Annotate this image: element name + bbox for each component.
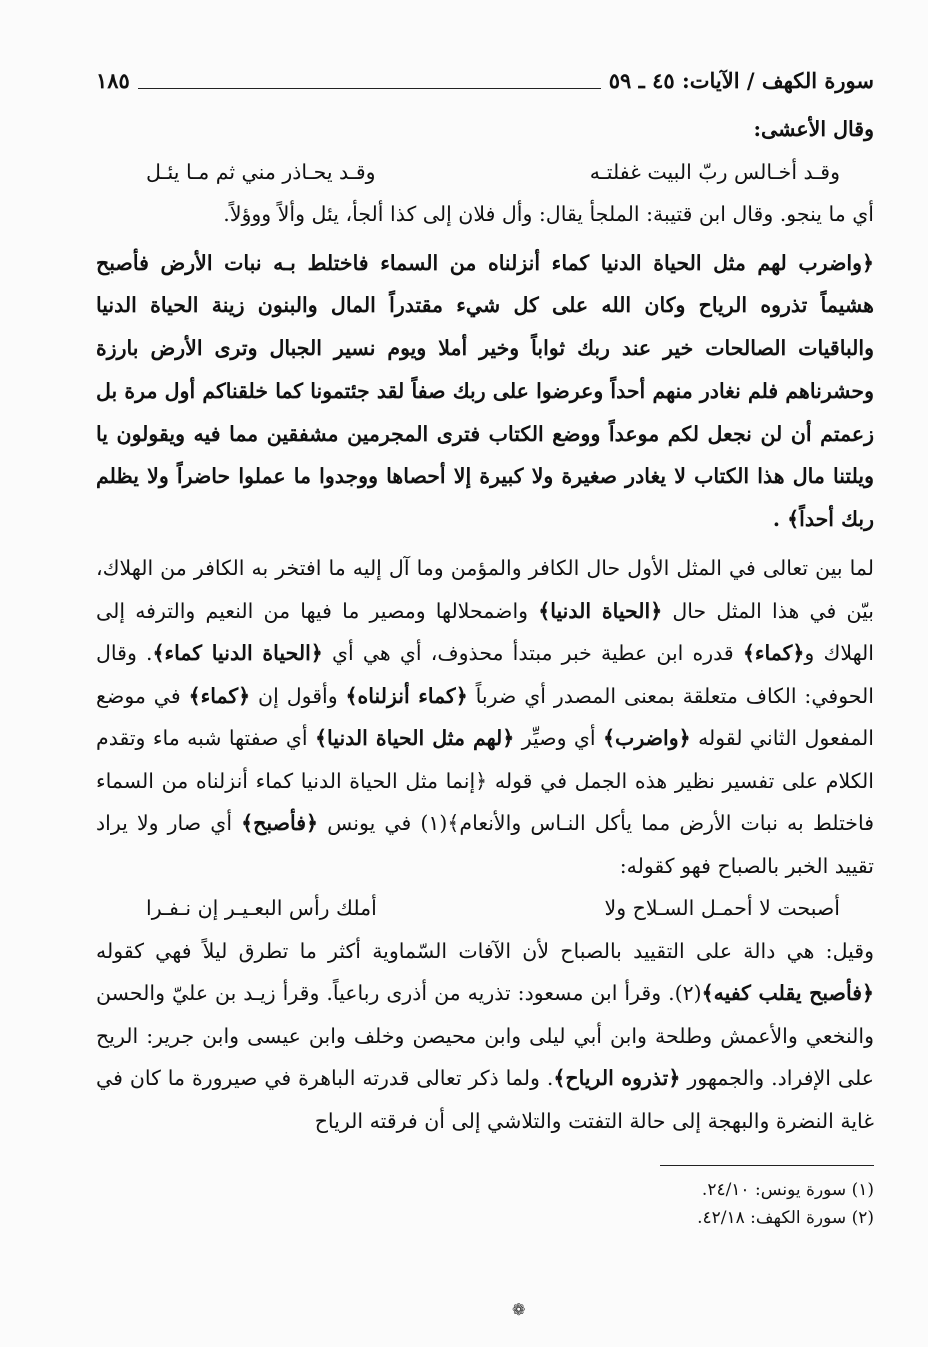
main-text xyxy=(96,108,874,1142)
poetry-verse-2 xyxy=(96,887,874,930)
quote-span: ﴿كماء﴾ xyxy=(188,683,251,708)
text-span: قدره ابن عطية خبر مبتدأ محذوف، أي هي أي xyxy=(322,641,743,666)
text-span: في موضع المفعول الثاني لقوله xyxy=(96,683,874,751)
header-rule xyxy=(138,88,601,89)
text-span: وأقول إن xyxy=(250,683,346,708)
quote-span: ﴿تذروه الرياح﴾ xyxy=(553,1066,681,1091)
quote-span: ﴿واضرب﴾ xyxy=(603,726,691,751)
verse-2-first-hemistich: أصبحت لا أحمـل السـلاح ولا xyxy=(604,896,840,921)
text-span: لما بين تعالى في المثل الأول حال الكافر والمؤمن وما آل إليه ما افتخر به الكافر من الهلاك، بيّن في هذا المثل حال xyxy=(96,556,874,623)
header-title: سورة الكهف / الآيات: ٤٥ ـ ٥٩ xyxy=(608,67,874,93)
quote-span: ﴿فأصبح﴾ xyxy=(241,811,319,836)
text-span: . وقال الحوفي: الكاف متعلقة بمعنى المصدر أي ضرباً xyxy=(96,641,874,708)
quran-passage: ﴿واضرب لهم مثل الحياة الدنيا كماء أنزلناه من السماء فاختلط بـه نبات الأرض فأصبح هشيماً تذروه الرياح وكان الله على كل شيء مقتدراً المال والبنون زينة الحياة الدنيا والباقيات الصالحات خير عند ربك ثواباً وخير أملا ويوم نسير الجبال وترى الأرض بارزة وحشرناهم فلم نغادر منهم أحداً وعرضوا على ربك صفاً لقد جئتمونا كما خلقناكم أول مرة بل زعمتم أن لن نجعل لكم موعداً ووضع الكتاب فترى المجرمين مشفقين مما فيه ويقولون يا ويلتنا مال هذا الكتاب لا يغادر صغيرة ولا كبيرة إلا أحصاها ووجدوا ما عملوا حاضراً ولا يظلم ربك أحداً﴾ . xyxy=(96,250,874,532)
footnote-2: (٢) سورة الكهف: ٤٢/١٨. xyxy=(697,1208,874,1228)
text-span: أي صار ولا يراد تقييد الخبر بالصباح فهو كقوله: xyxy=(96,811,874,878)
quote-span: ﴿كماء﴾ xyxy=(742,641,805,666)
quote-span: ﴿لهم مثل الحياة الدنيا﴾ xyxy=(315,726,515,751)
quote-span: ﴿كماء أنزلناه﴾ xyxy=(345,683,468,708)
text-span: وقيل: هي دالة على التقييد بالصباح لأن الآفات السّماوية أكثر ما تطرق ليلاً فهي كقوله xyxy=(96,938,874,963)
text-span: (٢). وقرأ ابن مسعود: تذريه من أذرى رباعياً. وقرأ زيـد بن عليّ والحسن والنخعي والأعمش وطلحة وابن أبي ليلى وابن محيصن وخلف وابن عيسى وابن جرير: الريح على الإفراد. والجمهور xyxy=(96,981,874,1091)
quote-span: ﴿فأصبح يقلب كفيه﴾ xyxy=(701,981,875,1006)
footnote-rule xyxy=(660,1165,874,1166)
footnotes xyxy=(560,1176,874,1232)
text-span: . ولما ذكر تعالى قدرته الباهرة في صيرورة ما كان في غاية النضرة والبهجة إلى حالة التفتت والتلاشي إلى أن فرقته الرياح xyxy=(96,1066,874,1133)
verse-1-first-hemistich: وقـد أخـالس ربّ البيت غفلتـه xyxy=(589,159,840,184)
intro-line: وقال الأعشى: xyxy=(753,117,874,141)
commentary-paragraph-2 xyxy=(96,930,874,1143)
gloss-paragraph: أي ما ينجو. وقال ابن قتيبة: الملجأ يقال: وأل فلان إلى كذا ألجأ، يئل وألاً ووؤلاً. xyxy=(223,202,874,226)
verse-1-second-hemistich: وقـد يحـاذر مني ثم مـا يئـل xyxy=(146,159,376,184)
running-header xyxy=(96,62,874,98)
quote-span: ﴿الحياة الدنيا كماء﴾ xyxy=(152,641,323,666)
text-span: أي وصيِّر xyxy=(514,726,604,751)
quote-span: ﴿الحياة الدنيا﴾ xyxy=(538,598,663,623)
commentary-paragraph-1 xyxy=(96,547,874,887)
poetry-verse-1 xyxy=(96,151,874,194)
ornament-icon: ❁ xyxy=(512,1300,526,1319)
verse-2-second-hemistich: أملك رأس البعـيـر إن نـفـرا xyxy=(146,896,377,921)
text-span: أي صفتها شبه ماء وتقدم الكلام على تفسير نظير هذه الجمل في قوله ﴿إنما مثل الحياة الدنيا كماء أنزلناه من السماء فاختلط به نبات الأرض مما يأكل النـاس والأنعام﴾(١) في يونس xyxy=(96,726,874,836)
page-number: ١٨٥ xyxy=(96,67,130,93)
footnote-1: (١) سورة يونس: ٢٤/١٠. xyxy=(701,1180,874,1200)
text-span: واضمحلالها ومصير ما فيها من النعيم والترفه إلى الهلاك و xyxy=(96,598,874,666)
